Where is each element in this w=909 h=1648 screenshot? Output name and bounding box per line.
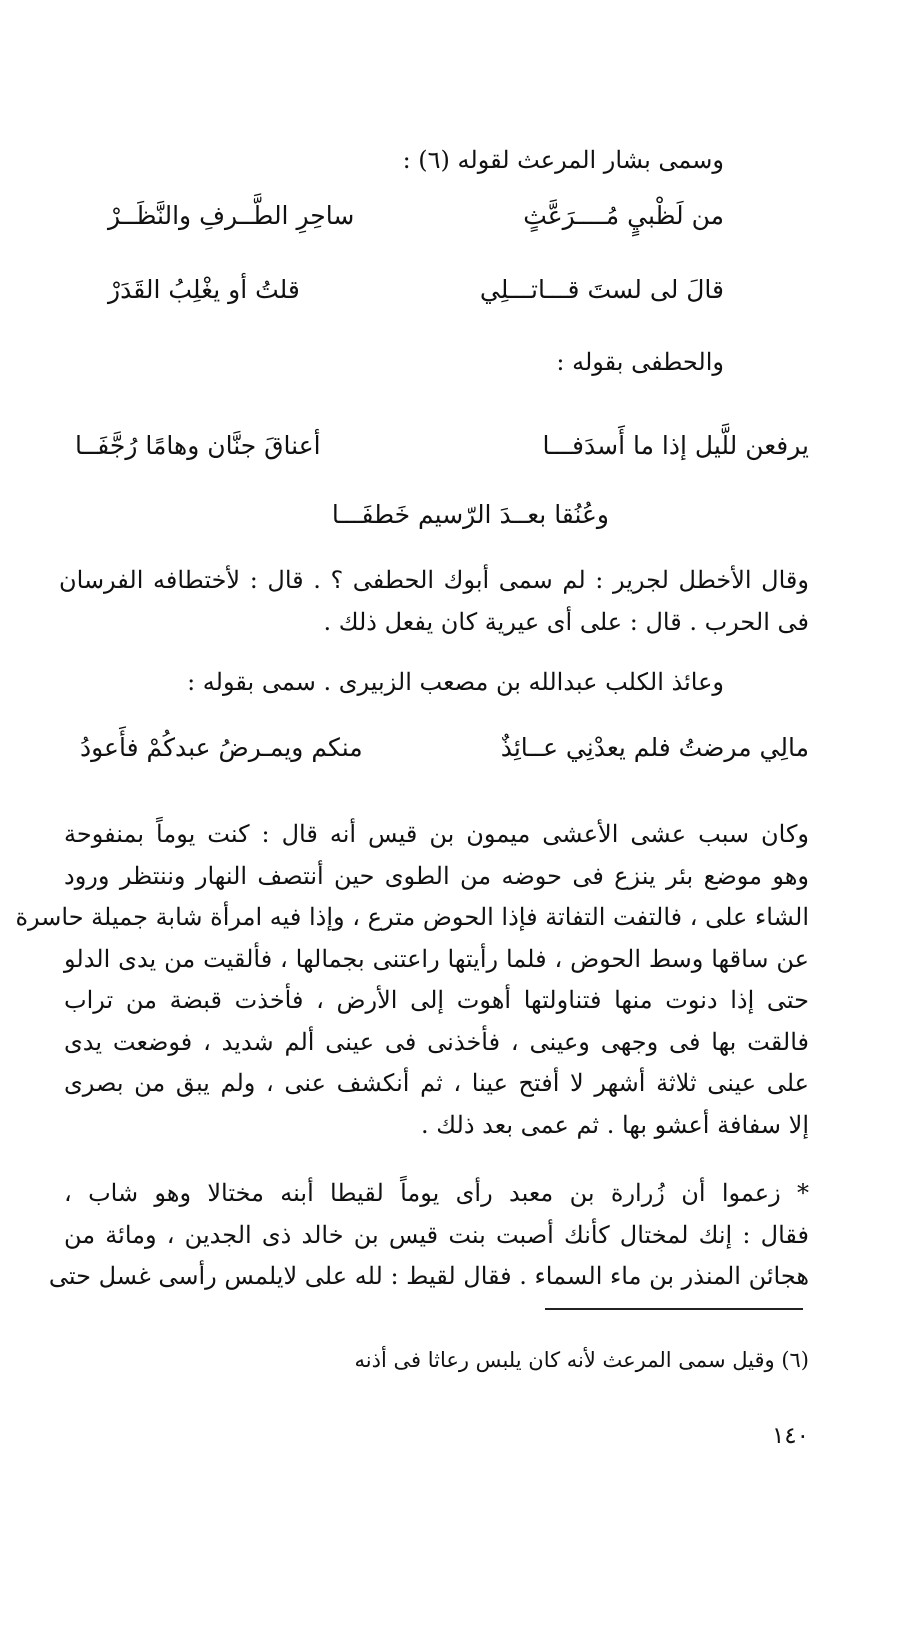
- intro-line-2: والحطفى بقوله :: [556, 348, 724, 376]
- para-3-line-1: * زعموا أن زُرارة بن معبد رأى يوماً لقيطا أبنه مختالا وهو شاب ،: [64, 1179, 809, 1207]
- para-2-line-5: حتى إذا دنوت منها فتناولتها أهوت إلى الأرض ، فأخذت قبضة من تراب: [64, 986, 809, 1014]
- para-3-line-3: هجائن المنذر بن ماء السماء . فقال لقيط : لله على لايلمس رأسى غسل حتى: [48, 1262, 809, 1290]
- para-2-line-1: وكان سبب عشى الأعشى ميمون بن قيس أنه قال : كنت يوماً بمنفوحة: [64, 820, 809, 848]
- verse-1-line-1-right: من لَظْبيٍ مُــــرَعَّثٍ: [523, 201, 724, 230]
- verse-1-line-2-left: قلتُ أو يغْلِبُ القَدَرْ: [108, 275, 300, 304]
- verse-2-line-1-right: يرفعن للَّيل إذا ما أَسدَفـــا: [542, 431, 809, 460]
- footnote: (٦) وقيل سمى المرعث لأنه كان يلبس رعاثا فى أذنه: [354, 1348, 809, 1372]
- para-2-line-2: وهو موضع بئر ينزع فى حوضه من الطوى حين أنتصف النهار وننتظر ورود: [64, 862, 809, 890]
- verse-1-line-2: [0, 272, 909, 308]
- verse-1-line-1: [0, 198, 909, 234]
- para-1-line-1: وقال الأخطل لجرير : لم سمى أبوك الحطفى ؟ . قال : لأختطافه الفرسان: [59, 566, 809, 594]
- para-2-line-8: إلا سفافة أعشو بها . ثم عمى بعد ذلك .: [421, 1111, 809, 1139]
- para-2-line-4: عن ساقها وسط الحوض ، فلما رأيتها راعتنى بجمالها ، فألقيت من يدى الدلو: [64, 945, 809, 973]
- para-3-line-2: فقال : إنك لمختال كأنك أصبت بنت قيس بن خالد ذى الجدين ، ومائة من: [64, 1221, 809, 1249]
- para-2-line-3: الشاء على ، فالتفت التفاتة فإذا الحوض مترع ، وإذا فيه امرأة شابة جميلة حاسرة: [15, 903, 809, 931]
- intro-line-1: وسمى بشار المرعث لقوله (٦) :: [402, 146, 724, 174]
- verse-3-right: مالِي مرضتُ فلم يعدْنِي عــائِذٌ: [500, 733, 809, 762]
- verse-2-line-1-left: أعناقَ جنَّان وهامًا رُجَّفَــا: [75, 431, 321, 460]
- verse-3-left: منكم ويمـرضُ عبدكُمْ فأَعودُ: [80, 733, 363, 762]
- para-2-line-6: فالقت بها فى وجهى وعينى ، فأخذنى فى عينى ألم شديد ، فوضعت يدى: [64, 1028, 809, 1056]
- verse-3: [0, 730, 909, 766]
- verse-2-line-2: وعُنُقا بعــدَ الرّسيم خَطفَـــا: [331, 500, 609, 529]
- para-1-line-2: فى الحرب . قال : على أى عيرية كان يفعل ذلك .: [323, 608, 809, 636]
- intro-line-3: وعائذ الكلب عبدالله بن مصعب الزبيرى . سمى بقوله :: [187, 668, 724, 696]
- verse-1-line-1-left: ساحِرِ الطَّــرفِ والنَّظَــرْ: [108, 201, 355, 230]
- verse-2-line-1: [0, 428, 909, 464]
- verse-1-line-2-right: قالَ لى لستَ قـــاتـــلِي: [479, 275, 724, 304]
- footnote-separator: [545, 1308, 803, 1310]
- para-2-line-7: على عينى ثلاثة أشهر لا أفتح عينا ، ثم أنكشف عنى ، ولم يبق من بصرى: [64, 1069, 809, 1097]
- page-number: ١٤٠: [771, 1423, 809, 1449]
